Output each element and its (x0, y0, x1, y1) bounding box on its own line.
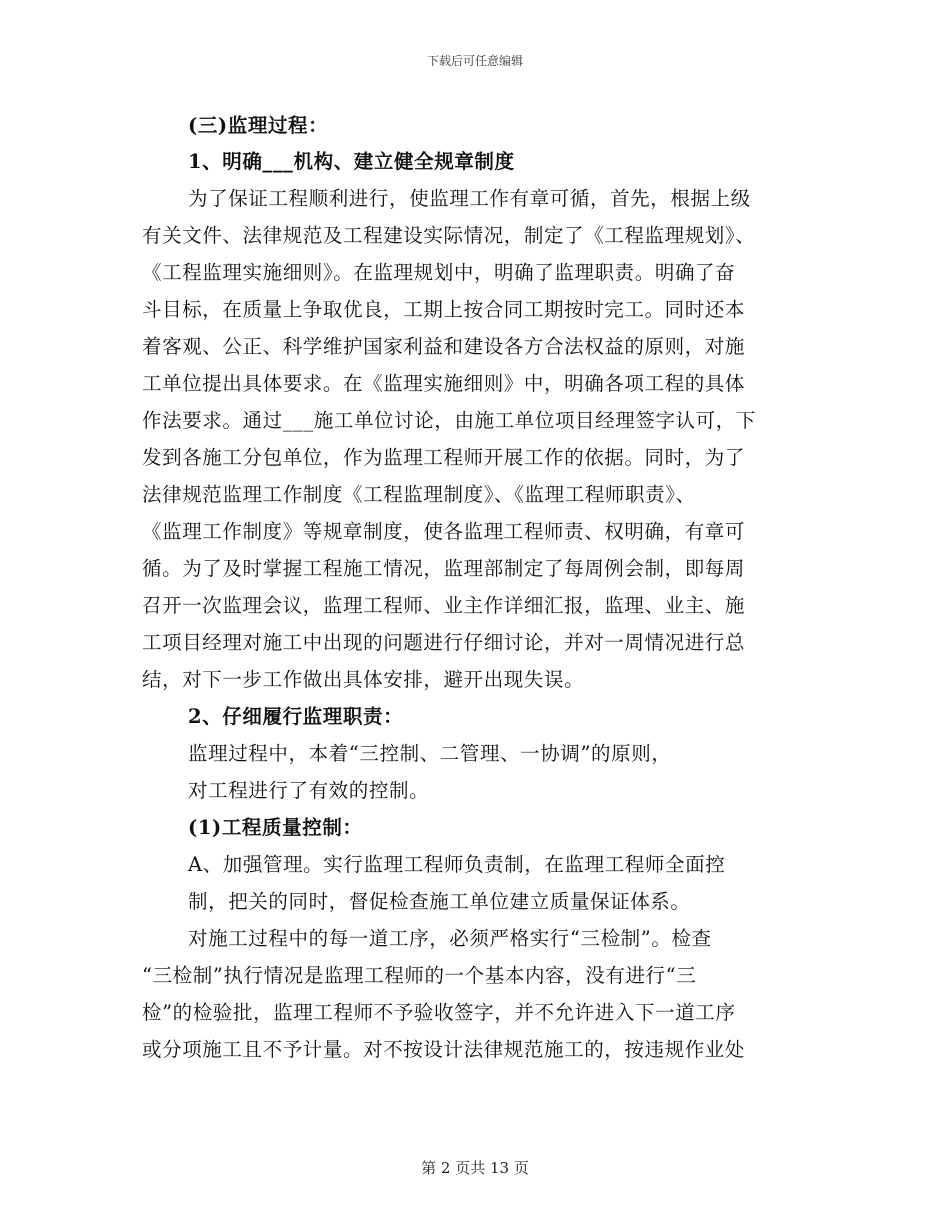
section-heading: (三)监理过程： (188, 114, 329, 137)
paragraph-line: A、加强管理。实行监理工程师负责制，在监理工程师全面控 (188, 853, 726, 876)
page-header: 下载后可任意编辑 (426, 54, 523, 68)
subsection-heading: 1、明确___机构、建立健全规章制度 (188, 150, 515, 173)
paragraph-line: 对施工过程中的每一道工序，必须严格实行“三检制”。检查 (188, 927, 712, 950)
paragraph-line: 对工程进行了有效的控制。 (188, 779, 430, 802)
paragraph-line: 《工程监理实施细则》。在监理规划中，明确了监理职责。明确了奋 (142, 261, 736, 284)
subsection-heading: (1)工程质量控制： (188, 816, 363, 839)
paragraph-line: 召开一次监理会议，监理工程师、业主作详细汇报，监理、业主、施 (142, 594, 746, 617)
paragraph-line: 着客观、公正、科学维护国家利益和建设各方合法权益的原则，对施 (142, 335, 746, 358)
subsection-heading: 2、仔细履行监理职责： (188, 705, 404, 728)
paragraph-line: 法律规范监理工作制度《工程监理制度》、《监理工程师职责》、 (142, 483, 696, 506)
paragraph-line: 循。为了及时掌握工程施工情况，监理部制定了每周例会制，即每周 (142, 557, 746, 580)
paragraph-line: 或分项施工且不予计量。对不按设计法律规范施工的，按违规作业处 (142, 1038, 746, 1061)
paragraph-line: “三检制”执行情况是监理工程师的一个基本内容，没有进行“三 (142, 964, 697, 987)
page-footer: 第 2 页共 13 页 (421, 1159, 529, 1177)
paragraph-line: 斗目标，在质量上争取优良，工期上按合同工期按时完工。同时还本 (142, 298, 746, 321)
paragraph-line: 《监理工作制度》等规章制度，使各监理工程师责、权明确，有章可 (142, 520, 746, 543)
paragraph-line: 工项目经理对施工中出现的问题进行仔细讨论，并对一周情况进行总 (142, 631, 746, 654)
paragraph-line: 为了保证工程顺利进行，使监理工作有章可循，首先，根据上级 (188, 187, 751, 210)
paragraph-line: 有关文件、法律规范及工程建设实际情况，制定了《工程监理规划》、 (142, 224, 756, 247)
paragraph-line: 检”的检验批，监理工程师不予验收签字，并不允许进入下一道工序 (142, 1001, 736, 1024)
paragraph-line: 发到各施工分包单位，作为监理工程师开展工作的依据。同时，为了 (142, 446, 746, 469)
paragraph-line: 制，把关的同时，督促检查施工单位建立质量保证体系。 (188, 890, 691, 913)
paragraph-line: 结，对下一步工作做出具体安排，避开出现失误。 (142, 668, 585, 691)
paragraph-line: 工单位提出具体要求。在《监理实施细则》中，明确各项工程的具体 (142, 372, 746, 395)
paragraph-line: 作法要求。通过___施工单位讨论，由施工单位项目经理签字认可，下 (142, 409, 756, 432)
paragraph-line: 监理过程中，本着“三控制、二管理、一协调”的原则， (188, 742, 672, 765)
